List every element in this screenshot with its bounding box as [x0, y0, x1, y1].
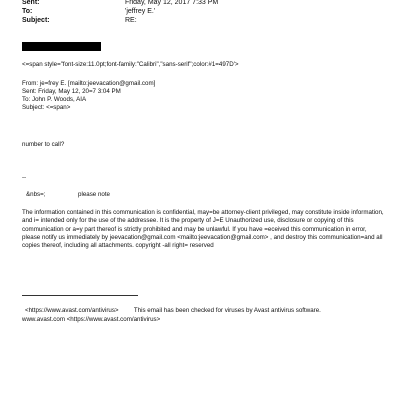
- to-row: [22, 8, 155, 16]
- quoted-sent: Sent: Friday, May 12, 20=7 3:04 PM: [22, 88, 121, 95]
- quoted-from: From: je=frey E. [mailto:jeevacation@gmail.com]: [22, 80, 156, 87]
- sent-label: Sent:: [22, 0, 40, 6]
- redaction-bar: [22, 42, 101, 51]
- nbsp-text: &nbs=;: [26, 191, 46, 198]
- avast-message: This email has been checked for viruses by Avast antivirus software.: [133, 307, 321, 314]
- quoted-to: To: John P. Woods, AIA: [22, 96, 87, 103]
- quoted-subject: Subject: <=span>: [22, 104, 71, 111]
- subject-label: Subject:: [22, 17, 50, 24]
- question-line: number to call?: [22, 141, 65, 148]
- sent-row: [22, 0, 218, 7]
- avast-line-1: [25, 307, 321, 314]
- please-note-text: please note: [78, 191, 110, 198]
- avast-line-2[interactable]: www.avast.com <https://www.avast.com/antivirus>: [22, 316, 161, 323]
- subject-value: RE:: [125, 17, 137, 24]
- please-note-line: [22, 191, 110, 198]
- subject-row: [22, 17, 137, 25]
- sent-value: Friday, May 12, 2017 7:33 PM: [125, 0, 219, 6]
- disclaimer-paragraph: The information contained in this communication is confidential, may=be attorney-client privileged, may constitute inside information, and i= intended only for the use of the addressee. It is the property of J=E Unauthorized use, disclosure or copying of this communication or a=y part thereof is strictly prohibited and may be unlawful. If you have =eceived this communication in error, please notify us immediately by jeevacation@gmail.com <mailto:jeevacation@gmail.com> , and destroy this communication=and all copies thereof, including all attachments. copyright -all right= reserved: [22, 209, 384, 250]
- separator-line: [22, 295, 138, 296]
- to-label: To:: [22, 8, 33, 15]
- to-value: 'jeffrey E.': [125, 8, 156, 15]
- span-markup-line: <=span style="font-size:11.0pt;font-family:"Calibri","sans-serif";color:#1=497D'>: [22, 61, 239, 68]
- dashes-line: --: [22, 174, 27, 181]
- avast-link[interactable]: <https://www.avast.com/antivirus>: [25, 307, 119, 314]
